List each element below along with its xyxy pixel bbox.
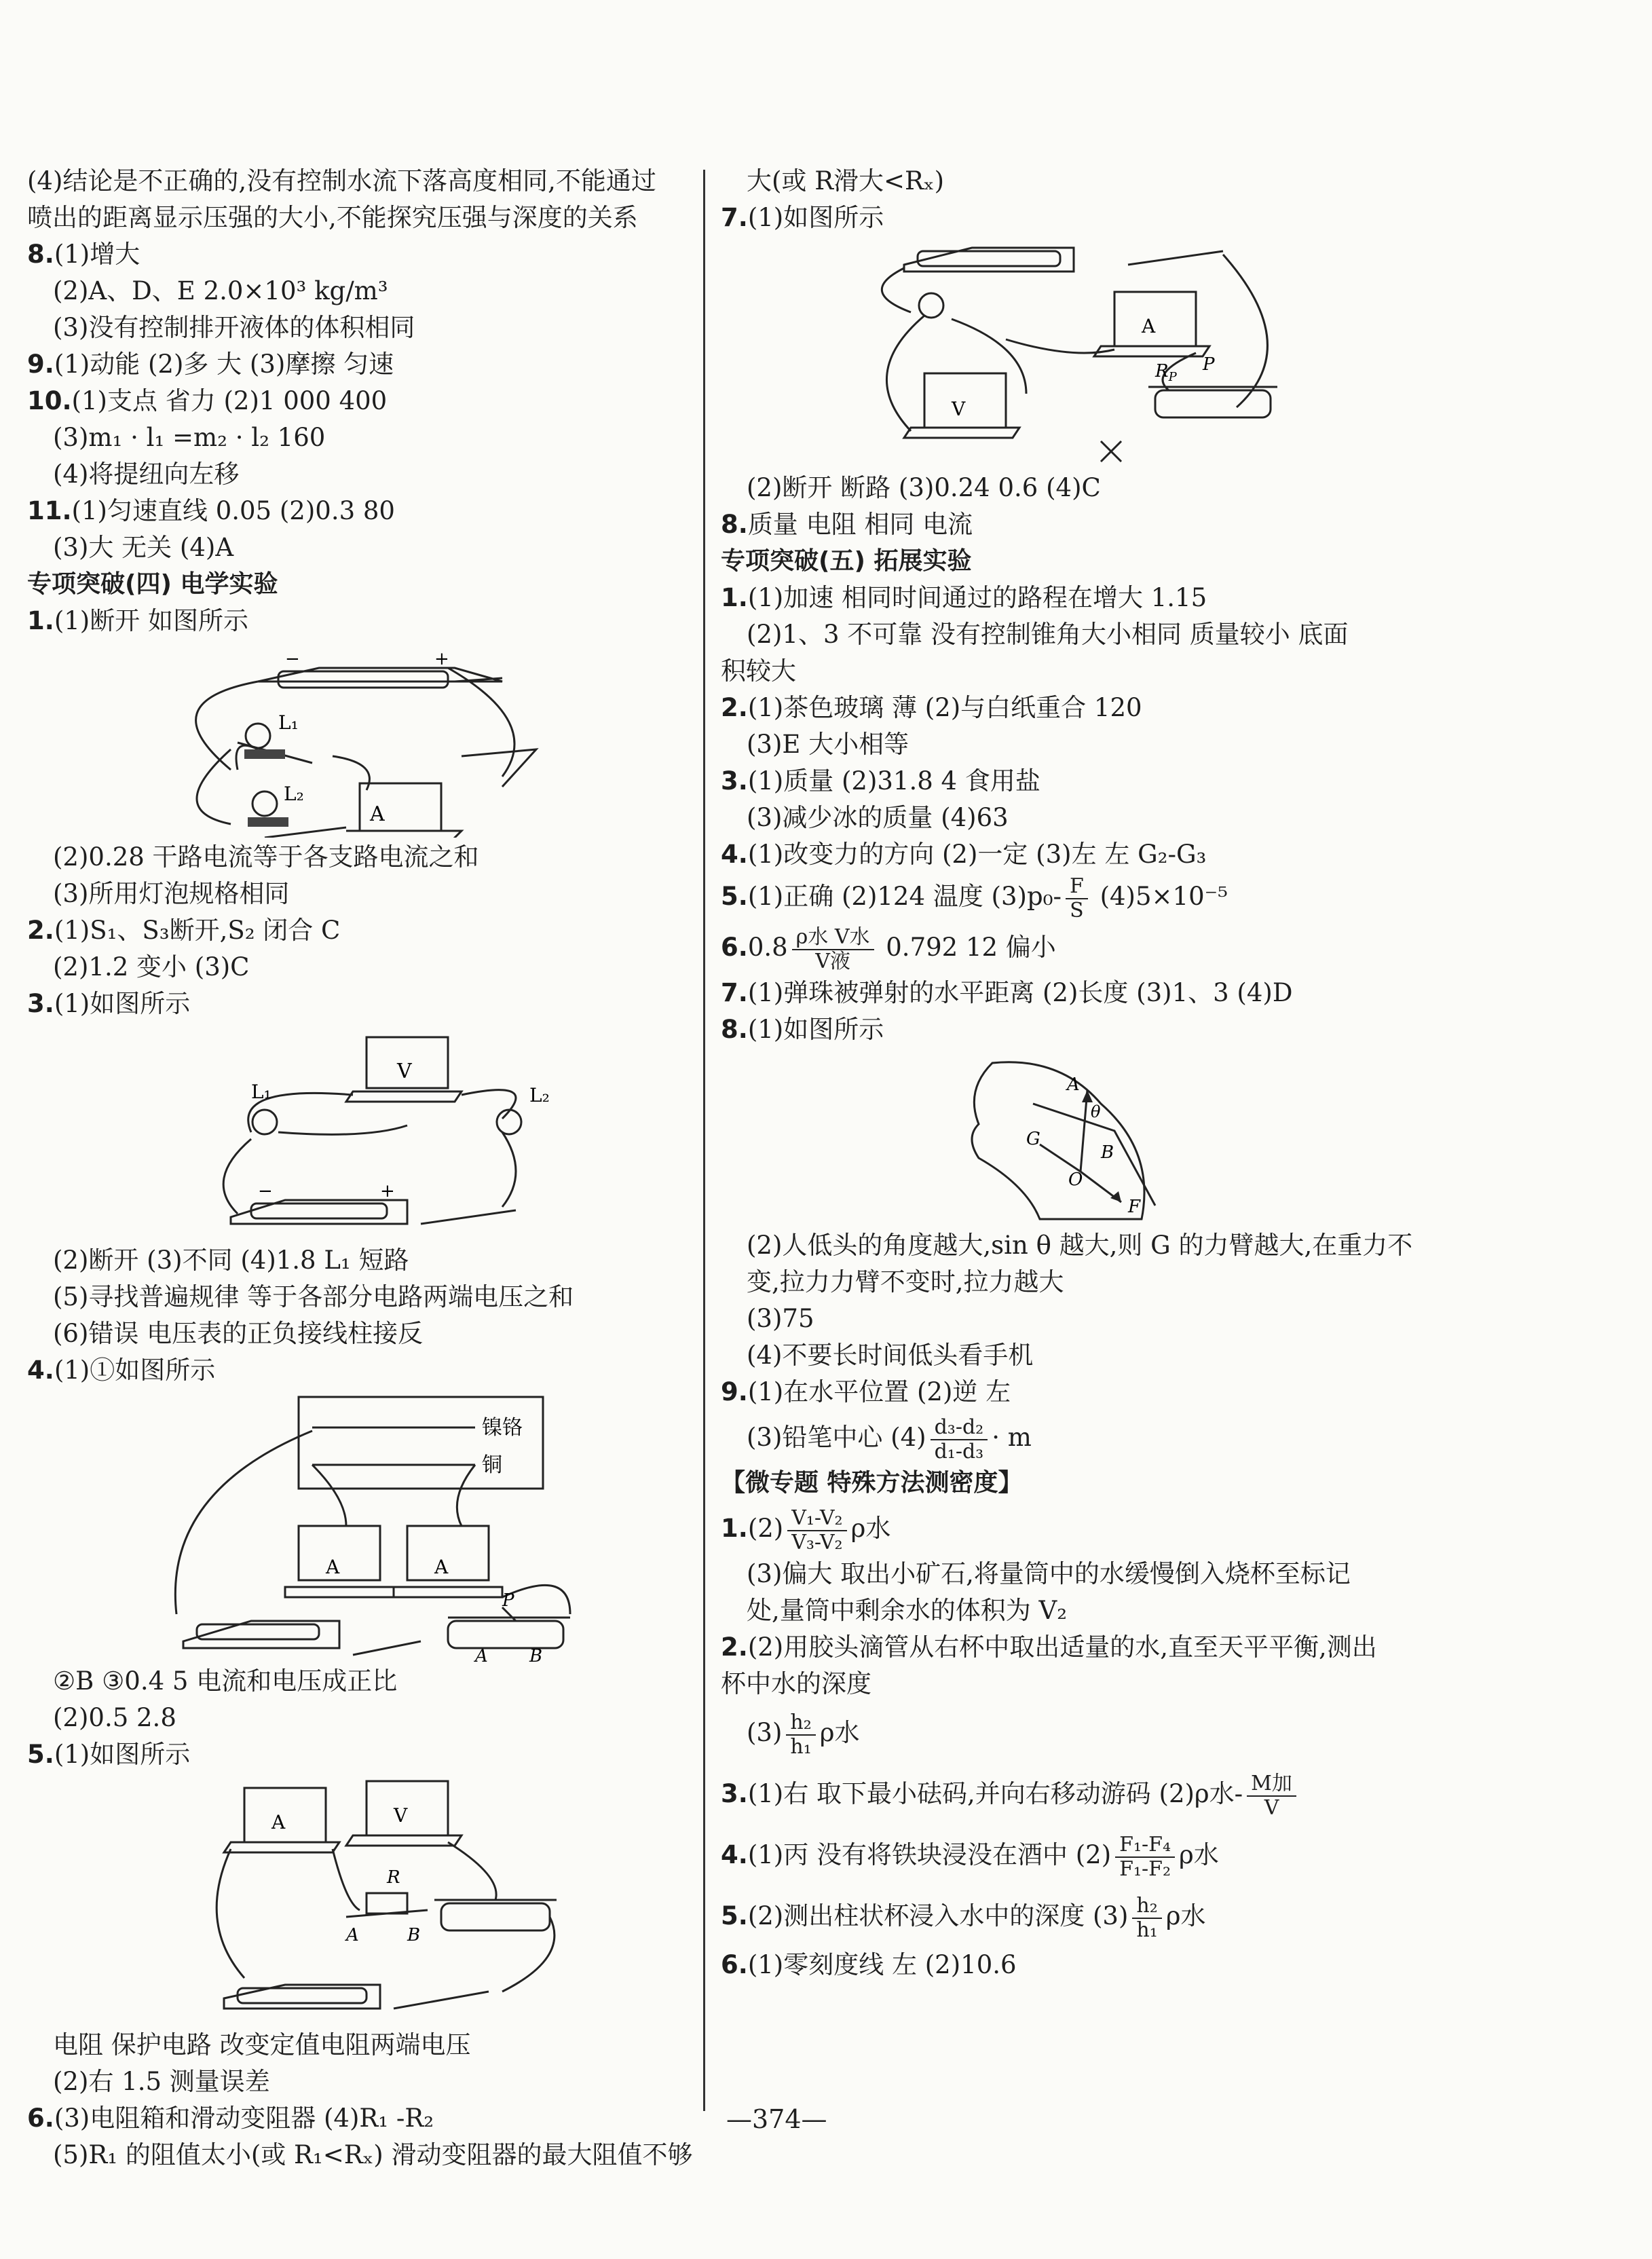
left-answer-lines [27,163,706,566]
question-number: 2. [721,693,748,722]
answer-text: (2)1、3 不可靠 没有控制锥角大小相同 质量较小 底面 [747,620,1349,649]
answer-line [27,346,706,383]
svg-text:V: V [394,1804,408,1827]
svg-text:O: O [1068,1170,1083,1190]
label-voltmeter: V [397,1060,412,1083]
answer-line: (6)错误 电压表的正负接线柱接反 [53,1319,424,1348]
q2-answers [27,949,706,986]
circuit-figure-1 [27,641,706,838]
answer-line [721,763,1400,800]
right-answer-lines [721,580,1400,873]
answer-line: 7.(1)弹珠被弹射的水平距离 (2)长度 (3)1、3 (4)D [721,978,1293,1007]
right-column [721,163,1413,1983]
svg-text:A: A [1067,1075,1080,1095]
label-rp: $R_P$ [1155,361,1177,384]
answer-line: (2)右 1.5 测量误差 [53,2067,270,2096]
answer-line [721,616,1400,653]
label-l2: L₂ [529,1084,550,1106]
q3-answers [27,1242,706,1352]
answer-line: 大(或 R滑大<Rₓ) [747,166,945,195]
label-copper: 铜 [482,1453,502,1477]
answer-line: (2)0.28 干路电流等于各支路电流之和 [53,842,479,872]
head-neck-figure [721,1049,1400,1226]
answer-line: 电阻 保护电路 改变定值电阻两端电压 [53,2030,471,2059]
circuit-figure-7 [721,238,1400,468]
svg-text:A: A [1142,315,1156,337]
answer-line [721,653,1400,690]
answer-line: 杯中水的深度 [721,1669,871,1698]
answer-line: 7.(1)如图所示 [721,203,884,232]
answer-line: (2)0.5 2.8 [53,1703,176,1732]
svg-text:A: A [271,1811,286,1833]
left-column [27,163,706,2173]
label-l1: L₁ [251,1081,271,1103]
answer-text: (4)结论是不正确的,没有控制水流下落高度相同,不能通过 [27,166,656,195]
answer-line [27,419,706,456]
answer-line [27,163,706,200]
answer-line: ②B ③0.4 5 电流和电压成正比 [53,1666,398,1696]
answer-line: 6.0.8 $\frac{\text{ρ水 V水}}{\text{V液}}$ 0.792 12 偏小 [721,925,1056,973]
answer-line: (2)断开 (3)不同 (4)1.8 L₁ 短路 [53,1246,409,1275]
answer-line [721,580,1400,616]
svg-text:A: A [346,1925,359,1945]
svg-text:G: G [1026,1129,1040,1149]
answer-text: 喷出的距离显示压强的大小,不能探究压强与深度的关系 [27,203,638,232]
answer-line: (2)人低头的角度越大,sin θ 越大,则 G 的力臂越大,在重力不 [747,1231,1413,1260]
label-ammeter: A [370,802,385,826]
answer-text: (1)增大 [54,240,140,269]
q6-answers [27,2137,706,2173]
answer-line: (3)偏大 取出小矿石,将量筒中的水缓慢倒入烧杯至标记 [747,1559,1351,1588]
svg-text:−: − [285,649,300,669]
svg-text:F: F [1128,1197,1141,1217]
answer-text: (3)没有控制排开液体的体积相同 [53,313,415,342]
answer-line: 1.(1)断开 如图所示 [27,606,248,635]
label-b: B [529,1646,543,1662]
q1-answers [27,839,706,912]
circuit-figure-3 [27,1024,706,1241]
question-number: 9. [27,350,54,379]
answer-line: (3)铅笔中心 (4) $\frac{\text{d₃-d₂}}{\text{d₁-d₃}}$ · m [747,1415,1032,1463]
answer-line: (2)断开 断路 (3)0.24 0.6 (4)C [747,473,1101,502]
label-nichrome: 镍铬 [482,1416,523,1440]
answer-line: 4.(1)①如图所示 [27,1356,216,1385]
answer-line: (5)R₁ 的阻值太小(或 R₁<Rₓ) 滑动变阻器的最大阻值不够 [53,2140,693,2169]
answer-line: (2)1.2 变小 (3)C [53,952,250,982]
answer-line: 3.(1)如图所示 [27,989,191,1018]
answer-line [721,726,1400,763]
answer-line: 8.质量 电阻 相同 电流 [721,510,973,539]
svg-text:B: B [1101,1142,1114,1163]
section-heading-4: 专项突破(四) 电学实验 [27,570,278,598]
q4-answers [27,1663,706,1736]
answer-text: (3)大 无关 (4)A [53,533,234,562]
svg-text:B: B [407,1925,421,1945]
m1-answers [721,1556,1400,1629]
page-number: —374— [726,2104,827,2134]
answer-text: (1)质量 (2)31.8 4 食用盐 [747,766,1040,796]
answer-line [27,493,706,529]
answer-line [27,310,706,346]
circuit-figure-5 [27,1774,706,2025]
answer-line: (5)寻找普遍规律 等于各部分电路两端电压之和 [53,1282,574,1311]
answer-text: (1)支点 省力 (2)1 000 400 [71,386,388,415]
answer-line: 3.(1)右 取下最小砝码,并向右移动游码 (2)ρ水- $\frac{\text{M加}}{V}$ [721,1763,1400,1825]
answer-text: (4)将提纽向左移 [53,460,240,489]
svg-text:P: P [1203,354,1215,375]
label-l2: L₂ [284,783,304,805]
answer-line: 8.(1)如图所示 [721,1015,884,1044]
answer-line: 5.(1)正确 (2)124 温度 (3)p₀- $\frac{F}{S}$ (4)5×10⁻⁵ [721,874,1228,922]
svg-text:+: + [380,1181,395,1201]
answer-text: 积较大 [721,656,796,686]
label-l1: L₁ [278,711,299,734]
answer-line: (3)所用灯泡规格相同 [53,879,290,908]
section-heading-5: 专项突破(五) 拓展实验 [721,547,972,575]
label-p: P [502,1590,514,1611]
question-number: 10. [27,386,72,415]
question-number: 8. [27,240,54,269]
answer-line: (4)不要长时间低头看手机 [747,1341,1034,1370]
label-r: R [387,1867,400,1888]
answer-line: 处,量筒中剩余水的体积为 V₂ [747,1596,1068,1625]
question-number: 11. [27,496,72,525]
answer-text: (1)匀速直线 0.05 (2)0.3 80 [71,496,395,525]
answer-line: 6.(1)零刻度线 左 (2)10.6 [721,1950,1017,1979]
question-number: 3. [721,766,748,796]
answer-text: (3)m₁ · l₁ =m₂ · l₂ 160 [53,423,326,452]
answer-line: 2.(2)用胶头滴管从右杯中取出适量的水,直至天平平衡,测出 [721,1632,1377,1662]
question-number: 1. [721,583,748,612]
svg-text:−: − [258,1181,273,1201]
answer-line [721,690,1400,726]
svg-text:θ: θ [1091,1102,1101,1121]
label-a: A [475,1646,488,1662]
answer-text: (1)改变力的方向 (2)一定 (3)左 左 G₂-G₃ [747,840,1207,869]
svg-text:+: + [434,649,449,669]
answer-line [27,273,706,310]
q5-answers [27,2027,706,2100]
answer-line: 5.(1)如图所示 [27,1740,191,1769]
answer-line [721,836,1400,873]
answer-line [721,800,1400,836]
answer-text: (1)加速 相同时间通过的路程在增大 1.15 [747,583,1207,612]
micro-topic-heading: 【微专题 特殊方法测密度】 [721,1469,1023,1497]
answer-line: (3)75 [747,1304,814,1333]
answer-line [27,529,706,566]
q8-answers [721,1227,1413,1374]
answer-line: 4.(1)丙 没有将铁块浸没在酒中 (2) $\frac{\text{F₁-F₄}}{\text{F₁-F₂}}$ ρ水 [721,1832,1219,1881]
answer-line: 2.(1)S₁、S₃断开,S₂ 闭合 C [27,916,341,945]
svg-text:A: A [326,1556,340,1578]
answer-text: (2)A、D、E 2.0×10³ kg/m³ [53,276,388,305]
answer-text: (1)动能 (2)多 大 (3)摩擦 匀速 [54,350,394,379]
answer-line: 5.(2)测出柱状杯浸入水中的深度 (3) $\frac{\text{h₂}}{\text{h₁}}$ ρ水 [721,1893,1206,1942]
answer-text: (3)减少冰的质量 (4)63 [747,803,1009,832]
svg-text:V: V [952,398,966,420]
answer-line: 变,拉力力臂不变时,拉力越大 [747,1267,1064,1296]
question-number: 4. [721,840,748,869]
answer-line: 6.(3)电阻箱和滑动变阻器 (4)R₁ -R₂ [27,2104,434,2133]
answer-text: (1)茶色玻璃 薄 (2)与白纸重合 120 [747,693,1142,722]
answer-line [27,236,706,273]
answer-line [27,456,706,493]
answer-line [27,383,706,419]
svg-text:A: A [434,1556,449,1578]
answer-line [27,200,706,236]
answer-line: 1.(2) $\frac{\text{V₁-V₂}}{\text{V₃-V₂}}$ ρ水 [721,1506,891,1554]
answer-text: (3)E 大小相等 [747,730,909,759]
answer-line: (3) $\frac{\text{h₂}}{\text{h₁}}$ ρ水 [747,1710,860,1759]
answer-line: 9.(1)在水平位置 (2)逆 左 [721,1377,1011,1406]
circuit-figure-4 [27,1390,706,1662]
